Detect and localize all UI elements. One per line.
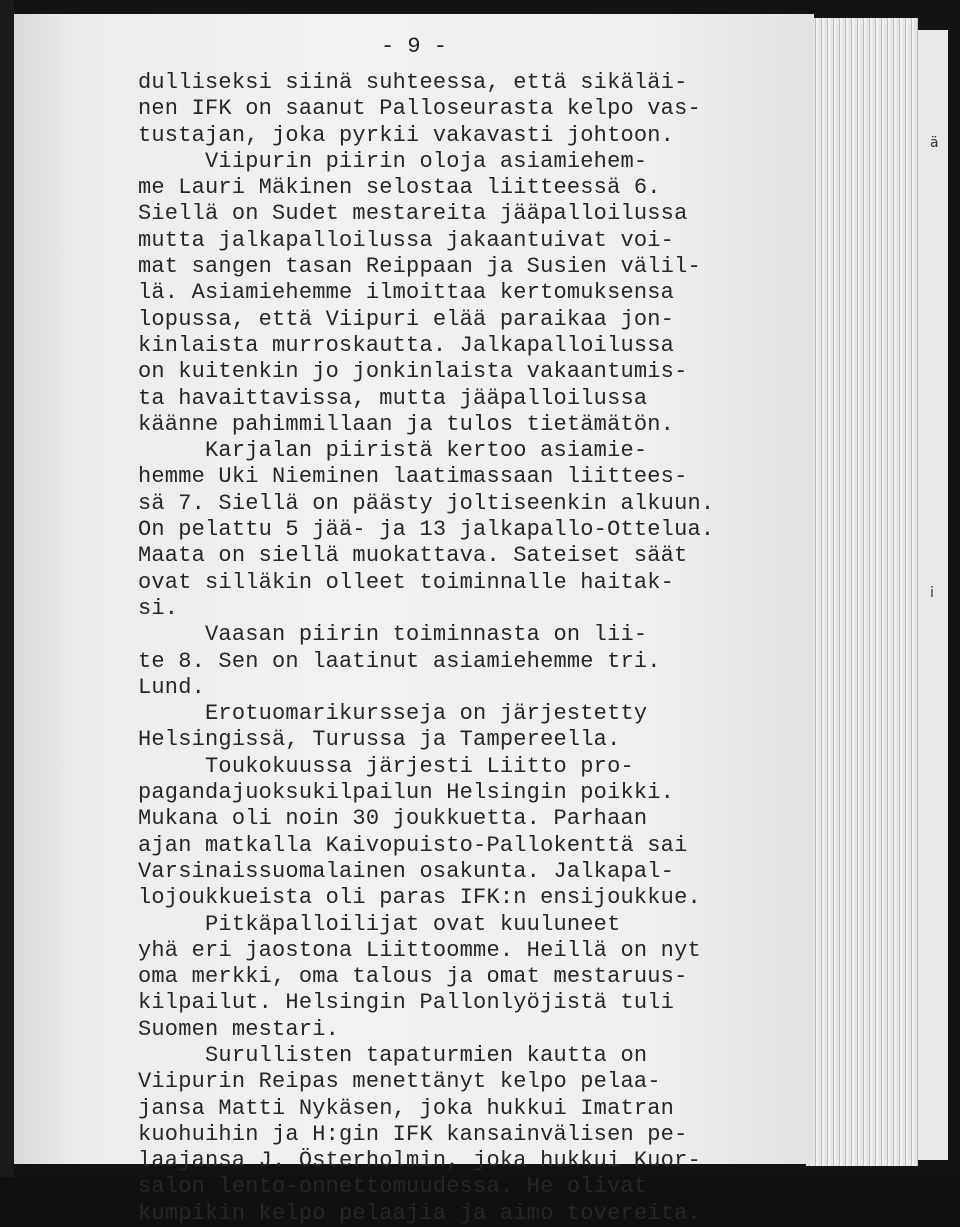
text-line: tustajan, joka pyrkii vakavasti johtoon. [138,122,675,148]
text-line: salon lento-onnettomuudessa. He olivat [138,1174,648,1200]
text-line: kilpailut. Helsingin Pallonlyöjistä tuli [138,990,675,1016]
page-number: - 9 - [380,34,447,59]
text-line: lä. Asiamiehemme ilmoittaa kertomuksensa [138,280,675,306]
text-line: hemme Uki Nieminen laatimassaan liittees- [138,464,688,490]
edge-glyph: i [930,585,934,601]
text-line: laajansa J. Österholmin, joka hukkui Kuor- [138,1148,701,1174]
text-line: si. [138,595,179,621]
text-line: Maata on siellä muokattava. Sateiset säät [138,543,688,569]
text-line: Toukokuussa järjesti Liitto pro- [138,753,634,779]
text-line: nen IFK on saanut Palloseurasta kelpo vas- [138,96,701,122]
text-line: Viipurin Reipas menettänyt kelpo pelaa- [138,1069,661,1095]
text-line: Surullisten tapaturmien kautta on [138,1042,648,1068]
text-line: pagandajuoksukilpailun Helsingin poikki. [138,780,675,806]
text-line: Lund. [138,674,206,700]
text-line: Karjalan piiristä kertoo asiamie- [138,438,648,464]
text-line: ovat silläkin olleet toiminnalle haitak- [138,569,675,595]
text-line: jansa Matti Nykäsen, joka hukkui Imatran [138,1095,675,1121]
text-line: dulliseksi siinä suhteessa, että sikäläi- [138,70,688,95]
text-line: sä 7. Siellä on päästy joltiseenkin alkuun. [138,490,715,516]
text-line: Siellä on Sudet mestareita jääpalloilussa [138,201,688,227]
text-line: lojoukkueista oli paras IFK:n ensijoukkue. [138,885,701,911]
text-line: Helsingissä, Turussa ja Tampereella. [138,727,621,753]
text-line: kuohuihin ja H:gin IFK kansainvälisen pe- [138,1121,688,1147]
text-line: Pitkäpalloilijat ovat kuuluneet [138,911,621,937]
edge-glyph: ä [930,135,939,151]
text-line: on kuitenkin jo jonkinlaista vakaantumis- [138,359,688,385]
text-line: oma merkki, oma talous ja omat mestaruus- [138,964,688,990]
text-line: ta havaittavissa, mutta jääpalloilussa [138,385,648,411]
text-line: kumpikin kelpo pelaajia ja aimo tovereita. [138,1200,701,1226]
text-line: Mukana oli noin 30 joukkuetta. Parhaan [138,806,648,832]
text-line: me Lauri Mäkinen selostaa liitteessä 6. [138,175,661,201]
text-line: kinlaista murroskautta. Jalkapalloilussa [138,332,675,358]
text-line: ajan matkalla Kaivopuisto-Pallokenttä sai [138,832,688,858]
page-edges [806,18,918,1166]
document-page [14,14,814,1226]
text-line: yhä eri jaostona Liittoomme. Heillä on nyt [138,937,701,963]
text-line: Vaasan piirin toiminnasta on lii- [138,622,648,648]
text-line: On pelattu 5 jää- ja 13 jalkapallo-Ottelua. [138,517,715,543]
text-line: mutta jalkapalloilussa jakaantuivat voi- [138,227,675,253]
book-binding [0,0,14,1177]
text-line: Viipurin piirin oloja asiamiehem- [138,148,648,174]
text-line: Varsinaissuomalainen osakunta. Jalkapal- [138,858,675,884]
text-line: käänne pahimmillaan ja tulos tietämätön. [138,411,675,437]
body-text [138,70,788,1227]
text-line: te 8. Sen on laatinut asiamiehemme tri. [138,648,661,674]
text-line: mat sangen tasan Reippaan ja Susien välil- [138,254,701,280]
text-line: Erotuomarikursseja on järjestetty [138,701,648,727]
text-line: Suomen mestari. [138,1016,340,1042]
text-line: lopussa, että Viipuri elää paraikaa jon- [138,306,675,332]
